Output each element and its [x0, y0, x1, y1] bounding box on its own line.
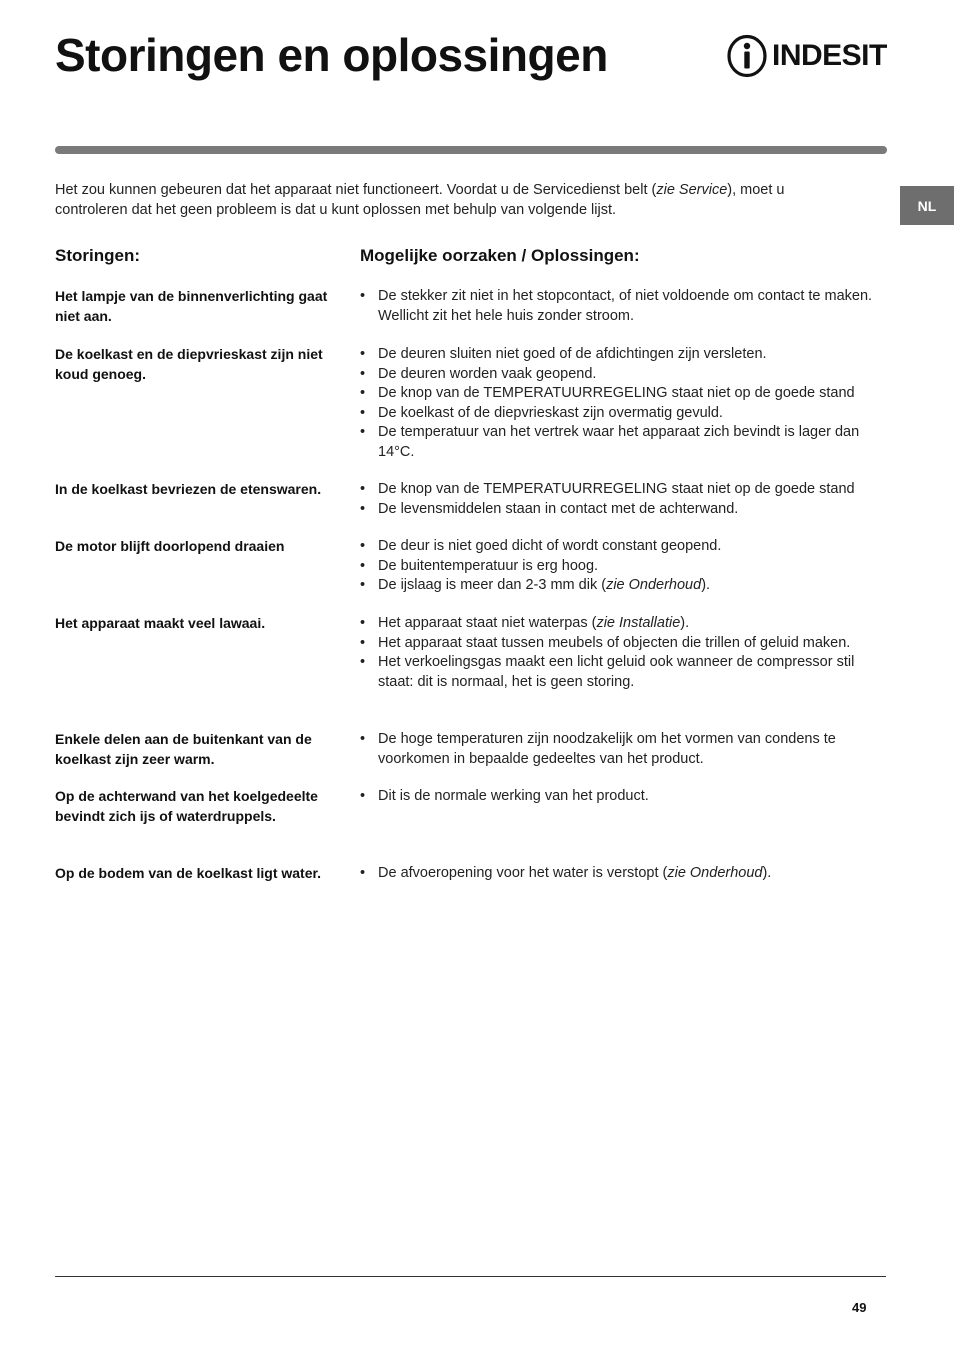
- cause-reference: zie Installatie: [596, 615, 681, 631]
- cause-item: • De deuren worden vaak geopend.: [360, 365, 890, 385]
- cause-item: • Het apparaat staat tussen meubels of objecten die trillen of geluid maken.: [360, 634, 890, 654]
- cause-item: • De temperatuur van het vertrek waar het apparaat zich bevindt is lager dan 14°C.: [360, 423, 890, 462]
- cause-item: • De knop van de TEMPERATUURREGELING staat niet op de goede stand: [360, 480, 890, 500]
- intro-text-start: Het zou kunnen gebeuren dat het apparaat niet functioneert. Voordat u de Servicedienst belt (: [55, 182, 657, 198]
- fault-label: Enkele delen aan de buitenkant van de koelkast zijn zeer warm.: [55, 731, 312, 767]
- cause-item: • Het apparaat staat niet waterpas (zie Installatie).: [360, 614, 890, 634]
- intro-reference: zie Service: [656, 182, 728, 198]
- cause-list: [360, 345, 890, 462]
- faults-heading: Storingen:: [55, 246, 140, 265]
- cause-list: [360, 287, 890, 326]
- cause-list: [360, 480, 890, 519]
- fault-label: Op de bodem van de koelkast ligt water.: [55, 865, 322, 881]
- brand-logo: [726, 34, 887, 78]
- fault-label: In de koelkast bevriezen de etenswaren.: [55, 481, 322, 497]
- cause-list: [360, 614, 890, 692]
- intro-text-end: ), moet u controleren dat het geen probleem is dat u kunt oplossen met behulp van volgende lijst.: [55, 182, 785, 218]
- cause-list: [360, 537, 890, 596]
- cause-item: • De stekker zit niet in het stopcontact, of niet voldoende om contact te maken. Wellicht zit het hele huis zonder stroom.: [360, 287, 890, 326]
- fault-label: Het lampje van de binnenverlichting gaat niet aan.: [55, 288, 328, 324]
- cause-item: • De ijslaag is meer dan 2-3 mm dik (zie Onderhoud).: [360, 576, 890, 596]
- cause-list: [360, 864, 890, 884]
- cause-item: • De hoge temperaturen zijn noodzakelijk om het vormen van condens te voorkomen in bepaalde gedeeltes van het product.: [360, 730, 890, 769]
- fault-label: Het apparaat maakt veel lawaai.: [55, 615, 266, 631]
- logo-wordmark: INDESIT: [772, 39, 887, 72]
- cause-list: [360, 787, 890, 807]
- cause-reference: zie Onderhoud: [606, 577, 702, 593]
- cause-item: • De afvoeropening voor het water is verstopt (zie Onderhoud).: [360, 864, 890, 884]
- cause-item: • De koelkast of de diepvrieskast zijn overmatig gevuld.: [360, 404, 890, 424]
- fault-label: Op de achterwand van het koelgedeelte bevindt zich ijs of waterdruppels.: [55, 788, 318, 824]
- footer-divider: [55, 1276, 886, 1277]
- page-number: 49: [852, 1300, 867, 1315]
- intro-paragraph: [55, 180, 855, 220]
- cause-item: • De deur is niet goed dicht of wordt constant geopend.: [360, 537, 890, 557]
- header-divider: [55, 146, 887, 154]
- cause-reference: zie Onderhoud: [667, 865, 763, 881]
- fault-label: De motor blijft doorlopend draaien: [55, 538, 285, 554]
- cause-item: • Dit is de normale werking van het product.: [360, 787, 890, 807]
- cause-list: [360, 730, 890, 769]
- fault-label: De koelkast en de diepvrieskast zijn niet koud genoeg.: [55, 346, 323, 382]
- cause-item: • De deuren sluiten niet goed of de afdichtingen zijn versleten.: [360, 345, 890, 365]
- page-title: Storingen en oplossingen: [55, 29, 608, 81]
- cause-item: • De knop van de TEMPERATUURREGELING staat niet op de goede stand: [360, 384, 890, 404]
- cause-item: • Het verkoelingsgas maakt een licht geluid ook wanneer de compressor stil staat: dit is normaal, het is geen storing.: [360, 653, 890, 692]
- cause-item: • De buitentemperatuur is erg hoog.: [360, 557, 890, 577]
- causes-heading: Mogelijke oorzaken / Oplossingen:: [360, 246, 640, 265]
- cause-item: • De levensmiddelen staan in contact met de achterwand.: [360, 500, 890, 520]
- indesit-i-icon: [726, 34, 768, 78]
- language-tab: NL: [900, 186, 954, 225]
